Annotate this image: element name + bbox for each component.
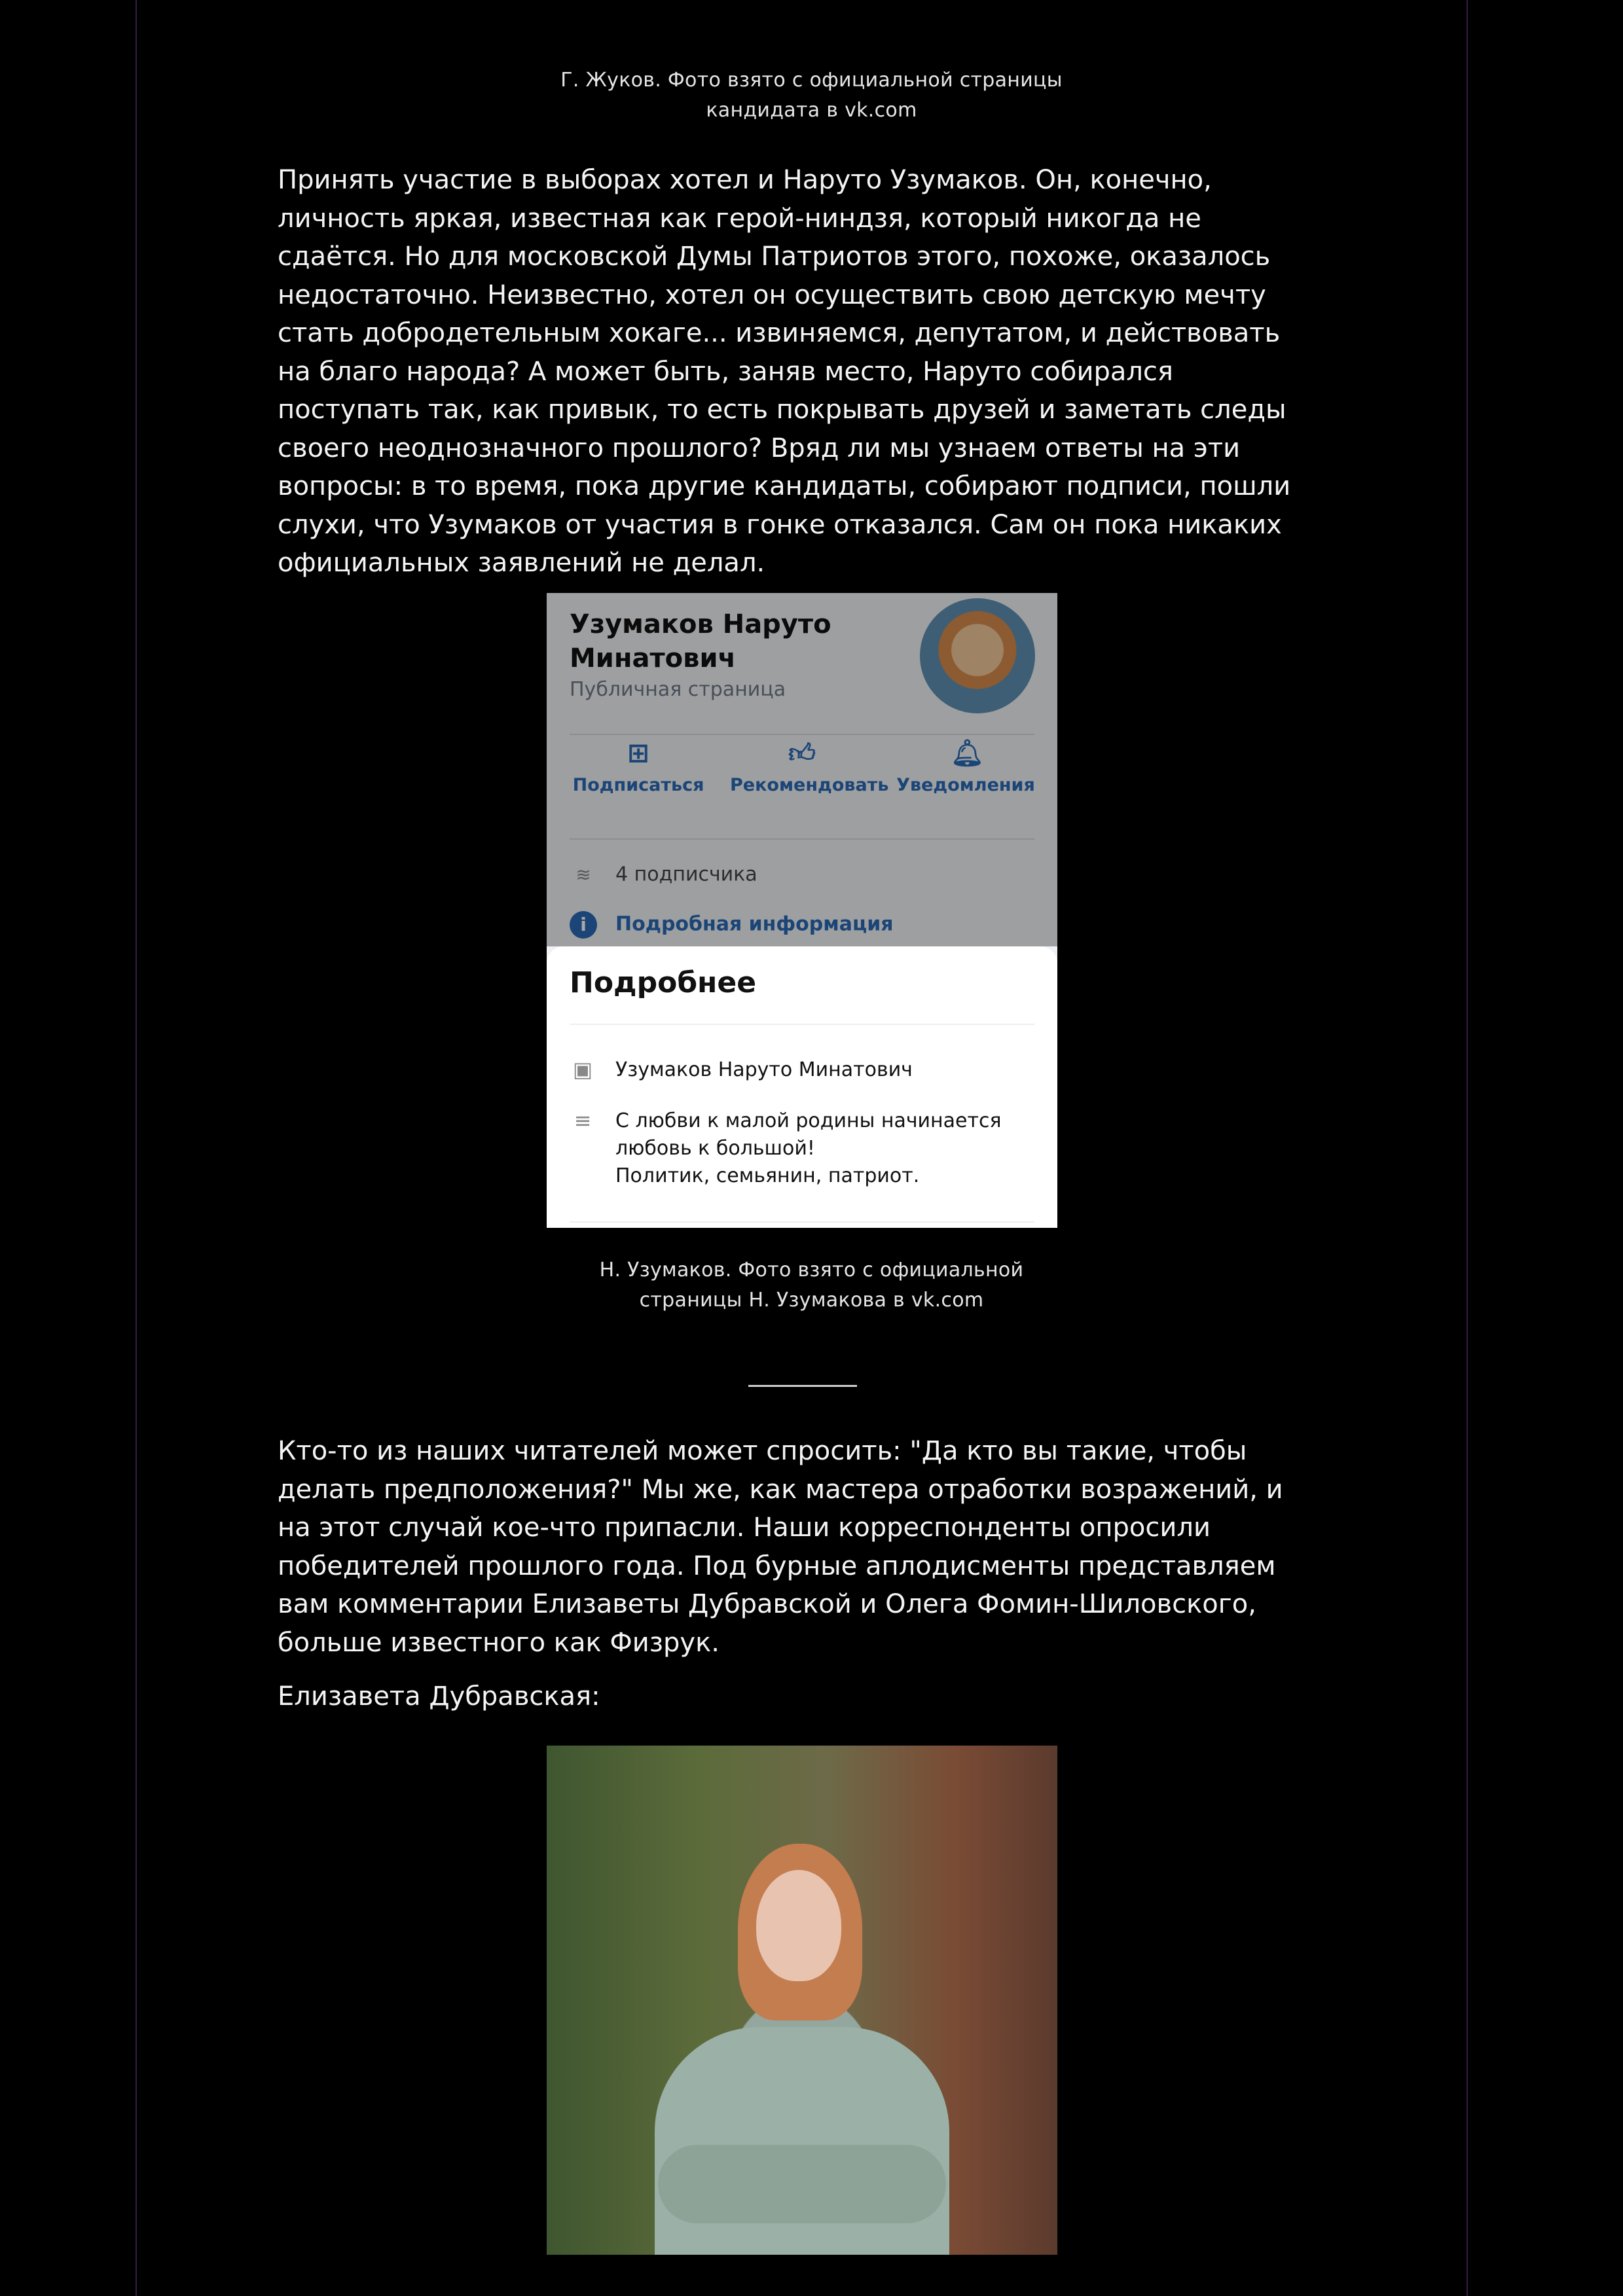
info-icon: i [570, 911, 597, 939]
sheet-title: Подробнее [570, 966, 757, 999]
vk-profile-name: Узумаков Наруто Минатович [570, 609, 831, 673]
dubravskaya-photo [547, 1746, 1057, 2255]
sheet-status-line: Политик, семьянин, патриот. [615, 1164, 920, 1187]
modal-overlay [547, 593, 1057, 946]
plus-square-icon: ⊞ [627, 738, 649, 768]
rss-icon: ≋ [575, 864, 591, 886]
subscribers-count: 4 подписчика [615, 863, 757, 886]
vk-page-type: Публичная страница [570, 678, 786, 701]
sheet-status-line: С любви к малой родины начинается [615, 1109, 1002, 1132]
caption-line: страницы Н. Узумакова в vk.com [639, 1289, 984, 1312]
divider [570, 1221, 1034, 1223]
naruto-paragraph: Принять участие в выборах хотел и Наруто Узумаков. Он, конечно, личность яркая, известная как герой-ниндзя, который никогда не сдаётся. Но для московской Думы Патриотов этого, похоже, оказалось недостаточно. Неизвестно, хотел он осуществить свою детскую мечту стать добродетельным хокаге... извиняемся, депутатом, и действовать на благо народа? А может быть, заняв место, Наруто собирался поступать так, как привык, то есть покрывать друзей и заметать следы своего неоднозначного прошлого? Вряд ли мы узнаем ответы на эти вопросы: в то время, пока другие кандидаты, собирают подписи, пошли слухи, что Узумаков от участия в гонке отказался. Сам он пока никаких официальных заявлений не делал. [278, 165, 1291, 578]
details-link-label: Подробная информация [615, 912, 894, 936]
vk-profile-screenshot [547, 593, 1057, 1228]
text-lines-icon: ≡ [574, 1108, 592, 1133]
photo-figure-arms [658, 2145, 946, 2223]
uzumakov-photo-caption [0, 1255, 1623, 1316]
sheet-name: Узумаков Наруто Минатович [615, 1058, 913, 1081]
left-frame-line [136, 0, 137, 2296]
photo-figure-face [756, 1870, 841, 1981]
section-divider [748, 1385, 857, 1387]
subscribe-label: Подписаться [572, 775, 704, 795]
caption-line: кандидата в vk.com [706, 99, 917, 122]
id-card-icon: ▣ [572, 1057, 593, 1082]
divider [570, 1024, 1034, 1025]
recommend-label: Рекомендовать [730, 775, 889, 795]
speaker-label: Елизавета Дубравская: [278, 1681, 600, 1712]
caption-line: Н. Узумаков. Фото взято с официальной [599, 1259, 1024, 1282]
sheet-status-line: любовь к большой! [615, 1137, 815, 1160]
caption-line: Г. Жуков. Фото взято с официальной страницы [560, 69, 1063, 92]
readers-paragraph: Кто-то из наших читателей может спросить: "Да кто вы такие, чтобы делать предположения?" Мы же, как мастера отработки возражений, и на этот случай кое-что припасли. Наши корреспонденты опросили победителей прошлого года. Под бурные аплодисменты представляем вам комментарии Елизаветы Дубравской и Олега Фомин-Шиловского, больше известного как Физрук. [278, 1436, 1283, 1658]
notifications-label: Уведомления [896, 775, 1035, 795]
right-frame-line [1467, 0, 1468, 2296]
bell-check-icon: 🔔︎ [951, 738, 984, 768]
zhukov-photo-caption [0, 65, 1623, 126]
details-sheet [547, 946, 1057, 1228]
thumbs-up-icon: 👍︎ [788, 738, 816, 768]
